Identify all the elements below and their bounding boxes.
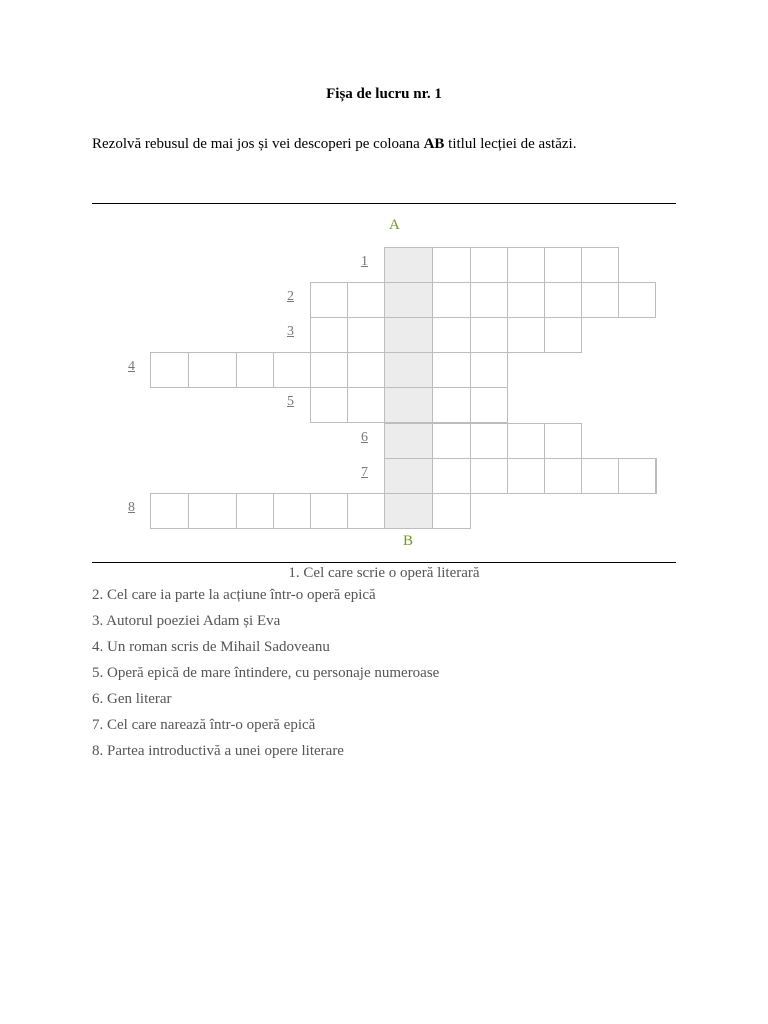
row-number-1: 1 [361, 254, 368, 269]
crossword-cell[interactable] [432, 282, 471, 318]
key-column-cell[interactable] [384, 352, 433, 388]
column-label-a: A [389, 217, 400, 233]
crossword-cell[interactable] [188, 352, 237, 388]
crossword-cell[interactable] [273, 352, 311, 388]
crossword-cell[interactable] [347, 317, 385, 353]
crossword-cell[interactable] [432, 387, 471, 423]
row-number-4: 4 [128, 359, 135, 374]
crossword-cell[interactable] [188, 493, 237, 529]
key-column-cell[interactable] [384, 317, 433, 353]
crossword-cell[interactable] [581, 458, 619, 494]
instructions-text: Rezolvă rebusul de mai jos și vei descoperi pe coloana [92, 136, 424, 152]
crossword-cell[interactable] [432, 352, 471, 388]
clue-list [92, 586, 439, 768]
crossword-cell[interactable] [347, 493, 385, 529]
row-number-8: 8 [128, 500, 135, 515]
crossword-cell[interactable] [432, 247, 471, 283]
key-column-cell[interactable] [384, 282, 433, 318]
crossword-cell[interactable] [310, 282, 348, 318]
crossword-cell[interactable] [347, 282, 385, 318]
crossword-cell[interactable] [432, 317, 471, 353]
crossword-cell[interactable] [507, 282, 545, 318]
crossword-cell[interactable] [544, 423, 582, 459]
crossword-cell[interactable] [470, 352, 508, 388]
crossword-cell[interactable] [310, 352, 348, 388]
crossword-cell[interactable] [544, 458, 582, 494]
crossword-cell[interactable] [544, 282, 582, 318]
clue-3: 3. Autorul poeziei Adam și Eva [92, 613, 281, 629]
crossword-cell[interactable] [310, 317, 348, 353]
clue-6: 6. Gen literar [92, 691, 172, 707]
crossword-cell[interactable] [581, 282, 619, 318]
crossword-cell[interactable] [655, 458, 657, 494]
row-number-3: 3 [287, 324, 294, 339]
instructions-text-end: titlul lecției de astăzi. [444, 136, 577, 152]
crossword-cell[interactable] [470, 423, 508, 459]
clue-4: 4. Un roman scris de Mihail Sadoveanu [92, 639, 330, 655]
key-column-cell[interactable] [384, 387, 433, 423]
crossword-cell[interactable] [507, 317, 545, 353]
crossword-cell[interactable] [347, 352, 385, 388]
crossword-cell[interactable] [236, 493, 274, 529]
clue-2: 2. Cel care ia parte la acțiune într-o operă epică [92, 587, 376, 603]
crossword-cell[interactable] [150, 493, 189, 529]
crossword-cell[interactable] [432, 423, 471, 459]
crossword-cell[interactable] [150, 352, 189, 388]
crossword-cell[interactable] [236, 352, 274, 388]
crossword-cell[interactable] [310, 493, 348, 529]
crossword-cell[interactable] [544, 247, 582, 283]
crossword-cell[interactable] [470, 282, 508, 318]
crossword-cell[interactable] [507, 458, 545, 494]
row-number-7: 7 [361, 465, 368, 480]
crossword-cell[interactable] [470, 458, 508, 494]
key-column-cell[interactable] [384, 423, 433, 459]
crossword-cell[interactable] [470, 317, 508, 353]
row-number-2: 2 [287, 289, 294, 304]
key-column-cell[interactable] [384, 247, 433, 283]
clue-5: 5. Operă epică de mare întindere, cu personaje numeroase [92, 665, 440, 681]
crossword-cell[interactable] [507, 247, 545, 283]
crossword-cell[interactable] [432, 493, 471, 529]
clue-7: 7. Cel care narează într-o operă epică [92, 717, 316, 733]
crossword-cell[interactable] [432, 458, 471, 494]
bottom-divider [92, 562, 676, 563]
crossword-cell[interactable] [618, 458, 656, 494]
crossword-cell[interactable] [581, 247, 619, 283]
clue-1: 1. Cel care scrie o operă literară [288, 565, 480, 581]
crossword-cell[interactable] [618, 282, 656, 318]
crossword-cell[interactable] [470, 247, 508, 283]
crossword-cell[interactable] [310, 387, 348, 423]
clue-8: 8. Partea introductivă a unei opere literare [92, 743, 344, 759]
row-number-5: 5 [287, 394, 294, 409]
key-column-cell[interactable] [384, 458, 433, 494]
row-number-6: 6 [361, 430, 368, 445]
crossword-cell[interactable] [273, 493, 311, 529]
key-column-cell[interactable] [384, 493, 433, 529]
column-label-b: B [403, 533, 414, 549]
instructions-column-name: AB [423, 136, 445, 152]
worksheet-title: Fișa de lucru nr. 1 [326, 86, 442, 102]
crossword-cell[interactable] [470, 387, 508, 423]
crossword-cell[interactable] [507, 423, 545, 459]
crossword-cell[interactable] [544, 317, 582, 353]
crossword-cell[interactable] [347, 387, 385, 423]
